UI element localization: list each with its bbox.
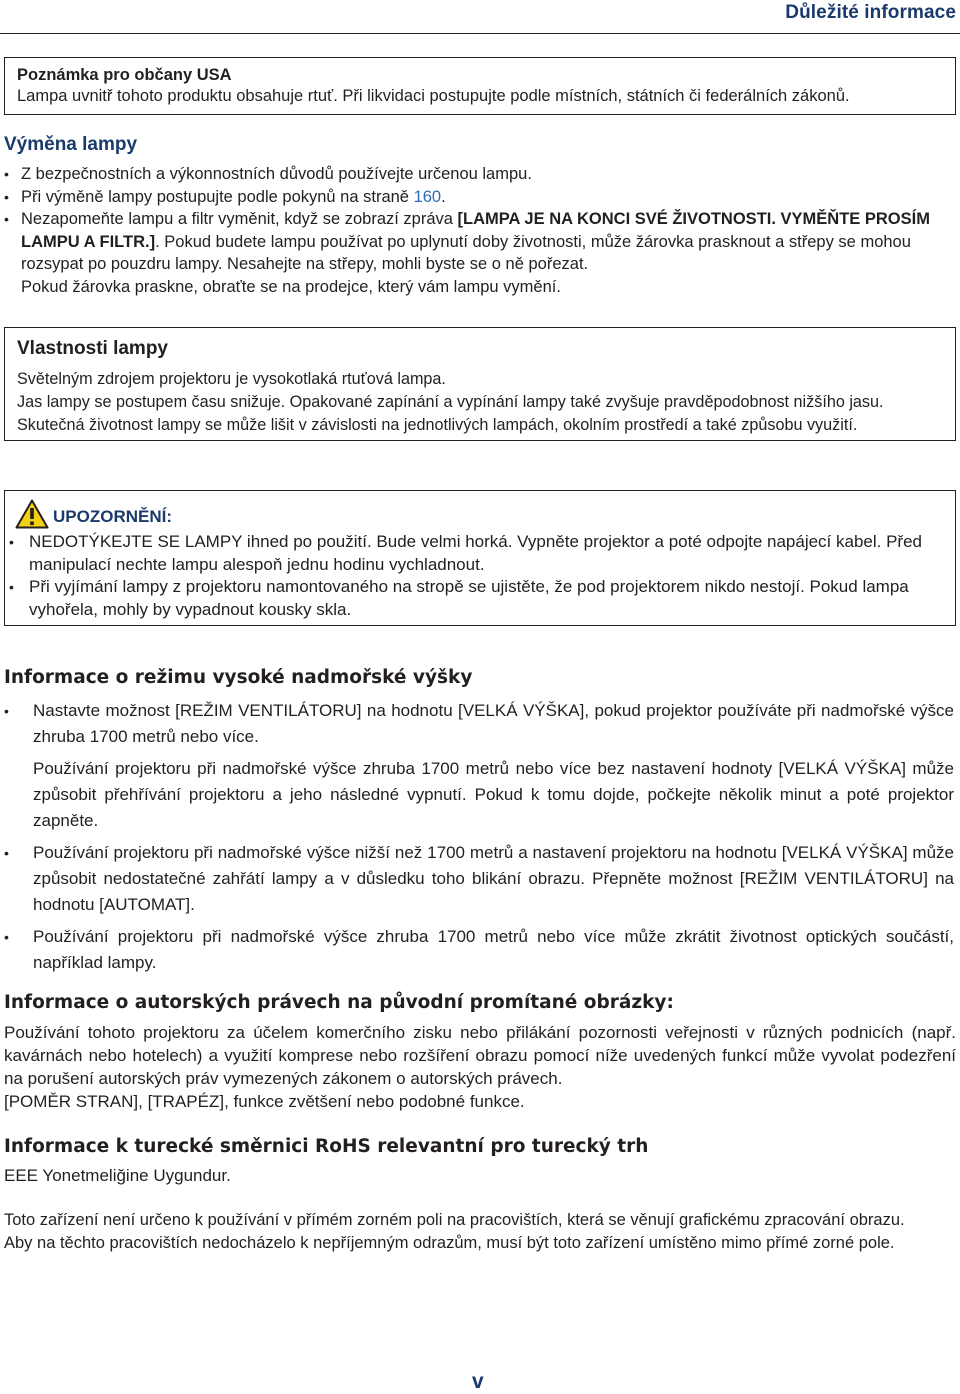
warning-header xyxy=(15,499,172,529)
page-number: v xyxy=(472,1370,484,1393)
copyright-functions: [POMĚR STRAN], [TRAPÉZ], funkce zvětšení nebo podobné funkce. xyxy=(4,1092,525,1111)
warning-box xyxy=(4,490,956,626)
lamp-replacement-list xyxy=(0,163,950,298)
usa-note-text: Lampa uvnitř tohoto produktu obsahuje rtuť. Při likvidaci postupujte podle místních, státních či federálních zákonů. xyxy=(17,87,850,105)
lamp-properties-line: Světelným zdrojem projektoru je vysokotlaká rtuťová lampa. xyxy=(17,370,446,388)
rohs-title: Informace k turecké směrnici RoHS relevantní pro turecký trh xyxy=(4,1136,649,1157)
lamp-properties-line: Jas lampy se postupem času snižuje. Opakované zapínání a vypínání lampy také zvyšuje pravděpodobnost nižšího jasu. xyxy=(17,393,884,411)
warning-triangle-icon xyxy=(15,499,49,529)
page-header-title: Důležité informace xyxy=(785,2,956,23)
lamp-replacement-title: Výměna lampy xyxy=(4,134,138,155)
list-item: • Používání projektoru při nadmořské výšce nižší než 1700 metrů a nastavení projektoru na hodnotu [VELKÁ VÝŠKA] může způsobit nedostatečné zahřátí lampy a v důsledku toho blikání obrazu. Přepněte možnost [REŽIM VENTILÁTORU] na hodnotu [AUTOMAT]. xyxy=(4,840,954,918)
header-divider xyxy=(0,33,960,34)
list-item: • Nezapomeňte lampu a filtr vyměnit, když se zobrazí zpráva [LAMPA JE NA KONCI SVÉ ŽIVOTNOSTI. VYMĚŇTE PROSÍM LAMPU A FILTR.]. Pokud budete lampu používat po uplynutí doby životnosti, může žárovka prasknout a střepy se mohou rozsypat po pouzdru lampy. Nesahejte na střepy, mohli byste se o ně pořezat. Pokud žárovka praskne, obraťte se na prodejce, který vám lampu vymění. xyxy=(0,208,950,298)
altitude-list xyxy=(4,698,954,976)
list-item: • Při vyjímání lampy z projektoru namontovaného na stropě se ujistěte, že pod projektorem nikdo nestojí. Pokud lampa vyhořela, mohly by vypadnout kousky skla. xyxy=(5,576,945,621)
copyright-title: Informace o autorských právech na původní promítané obrázky: xyxy=(4,992,674,1013)
altitude-title: Informace o režimu vysoké nadmořské výšky xyxy=(4,667,473,688)
list-item: • Při výměně lampy postupujte podle pokynů na straně 160. xyxy=(0,186,950,209)
lamp-properties-title: Vlastnosti lampy xyxy=(17,338,168,359)
rohs-text: EEE Yonetmeliğine Uygundur. xyxy=(4,1166,231,1185)
page-reference-link[interactable]: 160 xyxy=(413,187,442,206)
lamp-properties-line: Skutečná životnost lampy se může lišit v závislosti na jednotlivých lampách, okolním prostředí a také způsobu využití. xyxy=(17,416,858,434)
usa-note-title: Poznámka pro občany USA xyxy=(17,66,232,84)
lamp-properties-box xyxy=(4,327,956,441)
warning-title: UPOZORNĚNÍ: xyxy=(53,507,172,526)
list-item: • Nastavte možnost [REŽIM VENTILÁTORU] na hodnotu [VELKÁ VÝŠKA], pokud projektor používáte při nadmořské výšce zhruba 1700 metrů nebo více. Používání projektoru při nadmořské výšce zhruba 1700 metrů nebo více bez nastavení hodnoty [VELKÁ VÝŠKA] může způsobit přehřívání projektoru a jeho následné vypnutí. Pokud k tomu dojde, počkejte několik minut a poté projektor zapněte. xyxy=(4,698,954,834)
warning-list xyxy=(5,531,945,621)
list-item: • Používání projektoru při nadmořské výšce zhruba 1700 metrů nebo více může zkrátit životnost optických součástí, například lampy. xyxy=(4,924,954,976)
workplace-line: Aby na těchto pracovištích nedocházelo k nepříjemným odrazům, musí být toto zařízení umístěno mimo přímé zorné pole. xyxy=(4,1234,895,1252)
list-item: • Z bezpečnostních a výkonnostních důvodů používejte určenou lampu. xyxy=(0,163,950,186)
usa-note-box xyxy=(4,57,956,115)
workplace-line: Toto zařízení není určeno k používání v přímém zorném poli na pracovištích, která se věnují grafickému zpracování obrazu. xyxy=(4,1211,905,1229)
copyright-text: Používání tohoto projektoru za účelem komerčního zisku nebo přilákání pozornosti veřejnosti v různých podnicích (např. kavárnách nebo hotelech) a využití komprese nebo rozšíření obrazu pomocí níže uvedených funkcí může vyvolat podezření na porušení autorských práv vymezených zákonem o autorských právech. xyxy=(4,1023,956,1088)
list-item: • NEDOTÝKEJTE SE LAMPY ihned po použití. Bude velmi horká. Vypněte projektor a poté odpojte napájecí kabel. Před manipulací nechte lampu alespoň jednu hodinu vychladnout. xyxy=(5,531,945,576)
